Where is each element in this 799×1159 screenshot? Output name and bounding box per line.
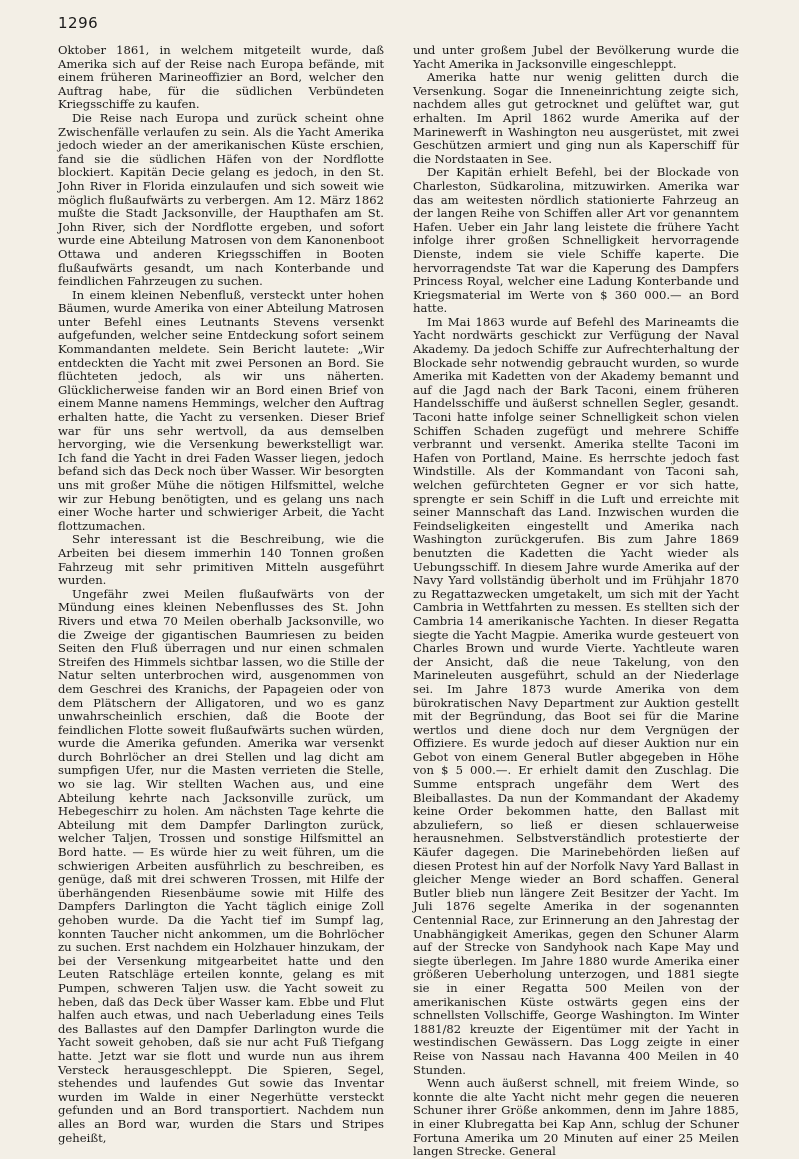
paragraph: Wenn auch äußerst schnell, mit freiem Winde, so konnte die alte Yacht nicht mehr gegen die neueren Schuner ihrer Größe ankommen, denn im Jahre 1885, in einer Klubregatta bei Kap Ann, schlug der Schuner Fortuna Amerika um 20 Minuten auf einer 25 Meilen langen Strecke. General xyxy=(413,1076,739,1159)
right-column xyxy=(413,44,739,1159)
paragraph: In einem kleinen Nebenfluß, versteckt unter hohen Bäumen, wurde Amerika von einer Abteilung Matrosen unter Befehl eines Leutnants Stevens versenkt aufgefunden, welcher seine Entdeckung sofort seinem Kommandanten meldete. Sein Bericht lautete: „Wir entdeckten die Yacht mit zwei Personen an Bord. Sie flüchteten jedoch, als wir uns näherten. Glücklicherweise fanden wir an Bord einen Brief von einem Manne namens Hemmings, welcher den Auftrag erhalten hatte, die Yacht zu versenken. Dieser Brief war für uns sehr wertvoll, da aus demselben hervorging, wie die Versenkung bewerkstelligt war. Ich fand die Yacht in drei Faden Wasser liegen, jedoch befand sich das Deck noch über Wasser. Wir besorgten uns mit großer Mühe die nötigen Hilfsmittel, welche wir zur Hebung benötigten, und es gelang uns nach einer Woche harter und schwieriger Arbeit, die Yacht flottzumachen. xyxy=(58,287,384,533)
paragraph: Im Mai 1863 wurde auf Befehl des Marineamts die Yacht nordwärts geschickt zur Verfügung der Naval Akademy. Da jedoch Schiffe zur Aufrechterhaltung der Blockade sehr notwendig gebraucht wurden, so wurde Amerika mit Kadetten von der Akademy bemannt und auf die Jagd nach der Bark Taconi, einem früheren Handelsschiffe und äußerst schnellen Segler, gesandt. Taconi hatte infolge seiner Schnelligkeit schon vielen Schiffen Schaden zugefügt und mehrere Schiffe verbrannt und versenkt. Amerika stellte Taconi im Hafen von Portland, Maine. Es herrschte jedoch fast Windstille. Als der Kommandant von Taconi sah, welchen gefürchteten Gegner er vor sich hatte, sprengte er sein Schiff in die Luft und erreichte mit seiner Mannschaft das Land. Inzwischen wurden die Feindseligkeiten eingestellt und Amerika nach Washington zurückgerufen. Bis zum Jahre 1869 benutzten die Kadetten die Yacht wieder als Uebungsschiff. In diesem Jahre wurde Amerika auf der Navy Yard vollständig überholt und im Frühjahr 1870 zu Regattazwecken umgetakelt, um sich mit der Yacht Cambria in Wettfahrten zu messen. Es stellten sich der Cambria 14 amerikanische Yachten. In dieser Regatta siegte die Yacht Magpie. Amerika wurde gesteuert von Charles Brown und wurde Vierte. Yachtleute waren der Ansicht, daß die neue Takelung, von den Marineleuten ausgeführt, schuld an der Niederlage sei. Im Jahre 1873 wurde Amerika von dem bürokratischen Navy Department zur Auktion gestellt mit der Begründung, das Boot sei für die Marine wertlos und diene doch nur dem Vergnügen der Offiziere. Es wurde jedoch auf dieser Auktion nur ein Gebot von einem General Butler abgegeben in Höhe von $ 5 000.—. Er erhielt damit den Zuschlag. Die Summe entsprach ungefähr dem Wert des Bleiballastes. Da nun der Kommandant der Akademy keine Order bekommen hatte, den Ballast mit abzuliefern, so ließ er diesen schlauerweise herausnehmen. Selbstverständlich protestierte der Käufer dagegen. Die Marinebehörden ließen auf diesen Protest hin auf der Norfolk Navy Yard Ballast in gleicher Menge wieder an Bord schaffen. General Butler blieb nun längere Zeit Besitzer der Yacht. Im Juli 1876 segelte Amerika in der sogenannten Centennial Race, zur Erinnerung an den Jahrestag der Unabhängigkeit Amerikas, gegen den Schuner Alarm auf der Strecke von Sandyhook nach Kape May und siegte überlegen. Im Jahre 1880 wurde Amerika einer größeren Ueberholung unterzogen, und 1881 siegte sie in einer Regatta 500 Meilen von der amerikanischen Küste ostwärts gegen eins der schnellsten Vollschiffe, George Washington. Im Winter 1881/82 kreuzte der Eigentümer mit der Yacht in westindischen Gewässern. Das Logg zeigte in einer Reise von Nassau nach Havanna 400 Meilen in 40 Stunden. xyxy=(413,314,739,1077)
paragraph: und unter großem Jubel der Bevölkerung wurde die Yacht Amerika in Jacksonville eingeschleppt. xyxy=(413,43,739,71)
left-column xyxy=(58,44,384,1159)
paragraph: Amerika hatte nur wenig gelitten durch die Versenkung. Sogar die Inneneinrichtung zeigte sich, nachdem alles gut getrocknet und gelüftet war, gut erhalten. Im April 1862 wurde Amerika auf der Marinewerft in Washington neu ausgerüstet, mit zwei Geschützen armiert und ging nun als Kaperschiff für die Nordstaaten in See. xyxy=(413,70,739,166)
paragraph: Die Reise nach Europa und zurück scheint ohne Zwischenfälle verlaufen zu sein. Als die Yacht Amerika jedoch wieder an der amerikanischen Küste erschien, fand sie die südlichen Häfen von der Nordflotte blockiert. Kapitän Decie gelang es jedoch, in den St. John River in Florida einzulaufen und sich soweit wie möglich flußaufwärts zu verbergen. Am 12. März 1862 mußte die Stadt Jacksonville, der Haupthafen am St. John River, sich der Nordflotte ergeben, und sofort wurde eine Abteilung Matrosen von dem Kanonenboot Ottawa und anderen Kriegsschiffen in Booten flußaufwärts gesandt, um nach Konterbande und feindlichen Fahrzeugen zu suchen. xyxy=(58,110,384,289)
paragraph: Ungefähr zwei Meilen flußaufwärts von der Mündung eines kleinen Nebenflusses des St. John Rivers und etwa 70 Meilen oberhalb Jacksonville, wo die Zweige der gigantischen Baumriesen zu beiden Seiten den Fluß überragen und nur einen schmalen Streifen des Himmels sichtbar lassen, wo die Stille der Natur selten unterbrochen wird, ausgenommen von dem Geschrei des Kranichs, der Papageien oder von dem Plätschern der Alligatoren, und wo es ganz unwahrscheinlich erschien, daß die Boote der feindlichen Flotte soweit flußaufwärts suchen würden, wurde die Amerika gefunden. Amerika war versenkt durch Bohrlöcher an drei Stellen und lag dicht am sumpfigen Ufer, nur die Masten verrieten die Stelle, wo sie lag. Wir stellten Wachen aus, und eine Abteilung kehrte nach Jacksonville zurück, um Hebegeschirr zu holen. Am nächsten Tage kehrte die Abteilung mit dem Dampfer Darlington zurück, welcher Taljen, Trossen und sonstige Hilfsmittel an Bord hatte. — Es würde hier zu weit führen, um die schwierigen Arbeiten ausführlich zu beschreiben, es genüge, daß mit drei schweren Trossen, mit Hilfe der überhängenden Riesenbäume sowie mit Hilfe des Dampfers Darlington die Yacht täglich einige Zoll gehoben wurde. Da die Yacht tief im Sumpf lag, konnten Taucher nicht ankommen, um die Bohrlöcher zu suchen. Erst nachdem ein Holzhauer hinzukam, der bei der Versenkung mitgearbeitet hatte und den Leuten Ratschläge erteilen konnte, gelang es mit Pumpen, schweren Taljen usw. die Yacht soweit zu heben, daß das Deck über Wasser kam. Ebbe und Flut halfen auch etwas, und nach Ueberladung eines Teils des Ballastes auf den Dampfer Darlington wurde die Yacht soweit gehoben, daß sie nur acht Fuß Tiefgang hatte. Jetzt war sie flott und wurde nun aus ihrem Versteck herausgeschleppt. Die Spieren, Segel, stehendes und laufendes Gut sowie das Inventar wurden im Walde in einer Negerhütte versteckt gefunden und an Bord transportiert. Nachdem nun alles an Bord war, wurden die Stars und Stripes geheißt, xyxy=(58,586,384,1145)
paragraph: Der Kapitän erhielt Befehl, bei der Blockade von Charleston, Südkarolina, mitzuwirken. Amerika war das am weitesten nördlich stationierte Fahrzeug an der langen Reihe von Schiffen aller Art vor genanntem Hafen. Ueber ein Jahr lang leistete die frühere Yacht infolge ihrer großen Schnelligkeit hervorragende Dienste, indem sie viele Schiffe kaperte. Die hervorragendste Tat war die Kaperung des Dampfers Princess Royal, welcher eine Ladung Konterbande und Kriegsmaterial im Werte von $ 360 000.— an Bord hatte. xyxy=(413,165,739,316)
paragraph: Oktober 1861, in welchem mitgeteilt wurde, daß Amerika sich auf der Reise nach Europa befände, mit einem früheren Marineoffizier an Bord, welcher den Auftrag habe, für die südlichen Verbündeten Kriegsschiffe zu kaufen. xyxy=(58,43,384,112)
paragraph: Sehr interessant ist die Beschreibung, wie die Arbeiten bei diesem immerhin 140 Tonnen großen Fahrzeug mit sehr primitiven Mitteln ausgeführt wurden. xyxy=(58,532,384,588)
text-columns xyxy=(58,44,739,1159)
page-number: 1296 xyxy=(58,14,99,32)
